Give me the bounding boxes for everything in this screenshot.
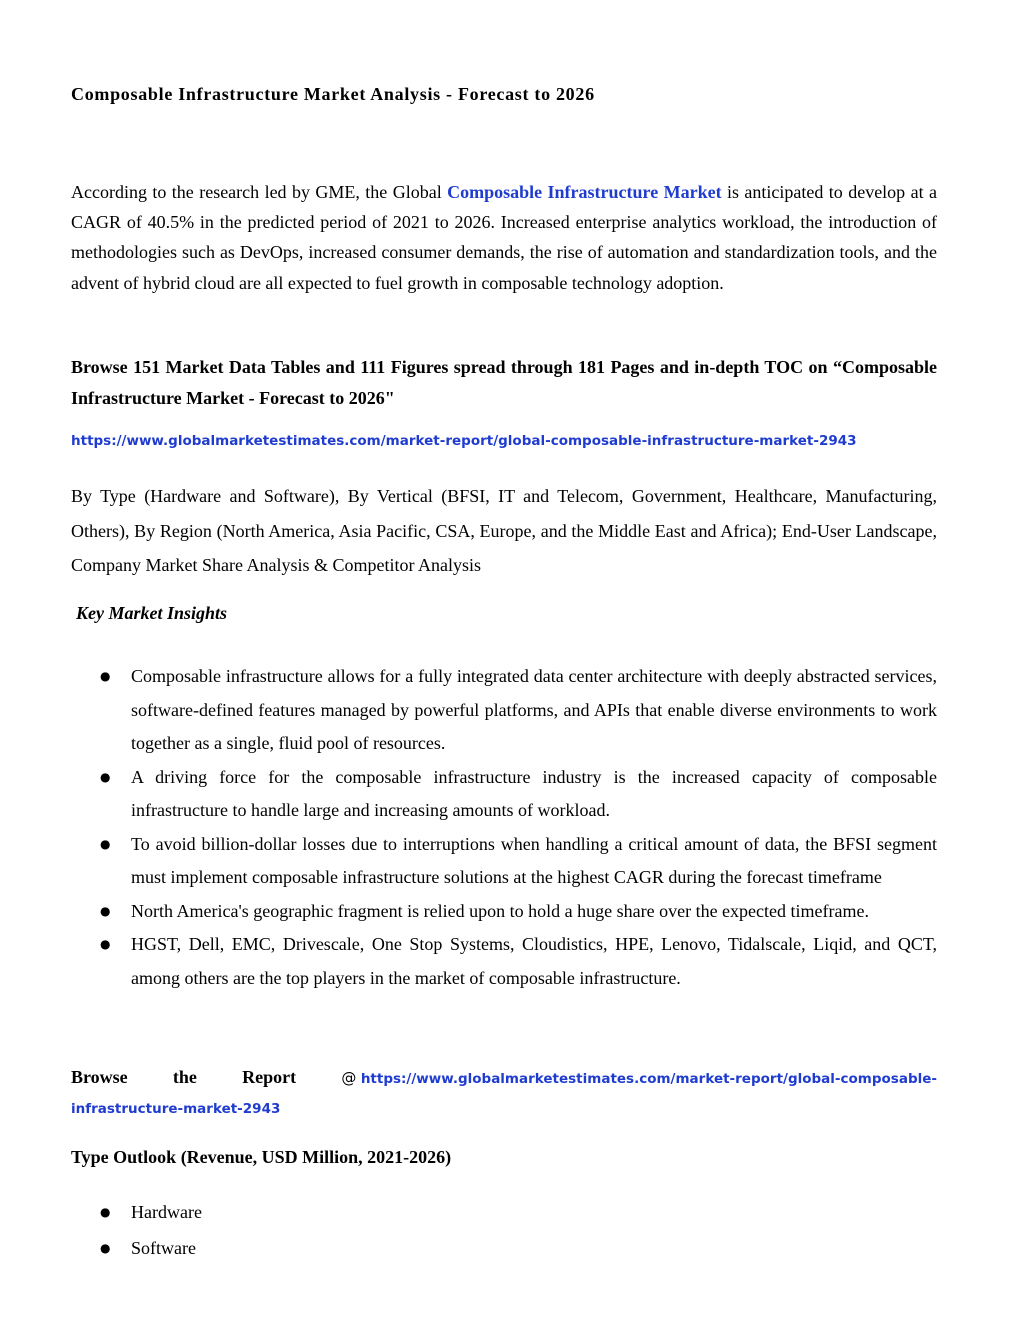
report-url-link[interactable]: https://www.globalmarketestimates.com/market-report/global-composable-infrastructure-market-2943 — [71, 433, 857, 449]
browse-report-url-part1[interactable]: https://www.globalmarketestimates.com/market-report/global-composable- — [360, 1071, 937, 1087]
document-title: Composable Infrastructure Market Analysis - Forecast to 2026 — [71, 84, 595, 104]
list-item — [0, 761, 937, 828]
bullet-dot-icon: ● — [100, 903, 111, 918]
type-outlook-heading: Type Outlook (Revenue, USD Million, 2021-2026) — [71, 1147, 452, 1167]
bullet-dot-icon: ● — [100, 1241, 111, 1255]
browse-word: Browse — [71, 1067, 128, 1087]
at-sign: @ — [341, 1069, 357, 1087]
insight-text: HGST, Dell, EMC, Drivescale, One Stop Systems, Cloudistics, HPE, Lenovo, Tidalscale, Liqid, and QCT, among others are the top players in the market of composable infrastructure. — [131, 934, 937, 988]
intro-text-before: According to the research led by GME, the Global — [71, 182, 448, 202]
list-item — [0, 660, 937, 761]
list-item — [0, 928, 937, 995]
list-item — [0, 1194, 400, 1230]
bullet-dot-icon: ● — [100, 669, 111, 683]
browse-tables-line: Browse 151 Market Data Tables and 111 Figures spread through 181 Pages and in-depth TOC on “Composable Infrastructure Market - Forecast to 2026" — [71, 357, 937, 408]
market-name-link[interactable]: Composable Infrastructure Market — [447, 182, 722, 202]
type-item-text: Software — [131, 1238, 196, 1258]
insight-text: To avoid billion-dollar losses due to interruptions when handling a critical amount of data, the BFSI segment must implement composable infrastructure solutions at the highest CAGR during the forecast timeframe — [131, 833, 937, 887]
list-item — [0, 828, 937, 895]
list-item — [0, 895, 937, 929]
browse-report-line — [71, 1062, 937, 1124]
segments-paragraph: By Type (Hardware and Software), By Vertical (BFSI, IT and Telecom, Government, Healthcare, Manufacturing, Others), By Region (North America, Asia Pacific, CSA, Europe, and the Middle East and Africa); End-User Landscape, Company Market Share Analysis & Competitor Analysis — [71, 486, 937, 575]
insight-text: North America's geographic fragment is relied upon to hold a huge share over the expected timeframe. — [131, 900, 869, 921]
bullet-dot-icon: ● — [100, 937, 111, 951]
the-word: the — [172, 1067, 197, 1087]
list-item — [0, 1230, 400, 1266]
intro-paragraph — [71, 177, 937, 298]
type-item-text: Hardware — [131, 1202, 202, 1222]
report-word: Report — [242, 1067, 297, 1087]
bullet-dot-icon: ● — [100, 769, 111, 784]
intro-text-after: is anticipated to develop at a CAGR of 40.5% in the predicted period of 2021 to 2026. Increased enterprise analytics workload, the introduction of methodologies such as DevOps, increased consumer demands, the rise of automation and standardization tools, and the advent of hybrid cloud are all expected to fuel growth in composable technology adoption. — [71, 182, 937, 293]
key-insights-heading: Key Market Insights — [76, 603, 228, 623]
type-outlook-list — [0, 1194, 400, 1266]
insight-text: Composable infrastructure allows for a fully integrated data center architecture with deeply abstracted services, software-defined features managed by powerful platforms, and APIs that enable diverse environments to work together as a single, fluid pool of resources. — [131, 666, 937, 753]
bullet-dot-icon: ● — [100, 1205, 111, 1219]
key-insights-list — [0, 660, 937, 995]
browse-report-link-start — [341, 1062, 937, 1094]
insight-text: A driving force for the composable infrastructure industry is the increased capacity of composable infrastructure to handle large and increasing amounts of workload. — [131, 766, 937, 820]
browse-report-url-part2[interactable]: infrastructure-market-2943 — [71, 1101, 281, 1117]
browse-report-row — [71, 1062, 937, 1094]
bullet-dot-icon: ● — [100, 836, 111, 851]
browse-report-url-continuation — [71, 1092, 937, 1124]
